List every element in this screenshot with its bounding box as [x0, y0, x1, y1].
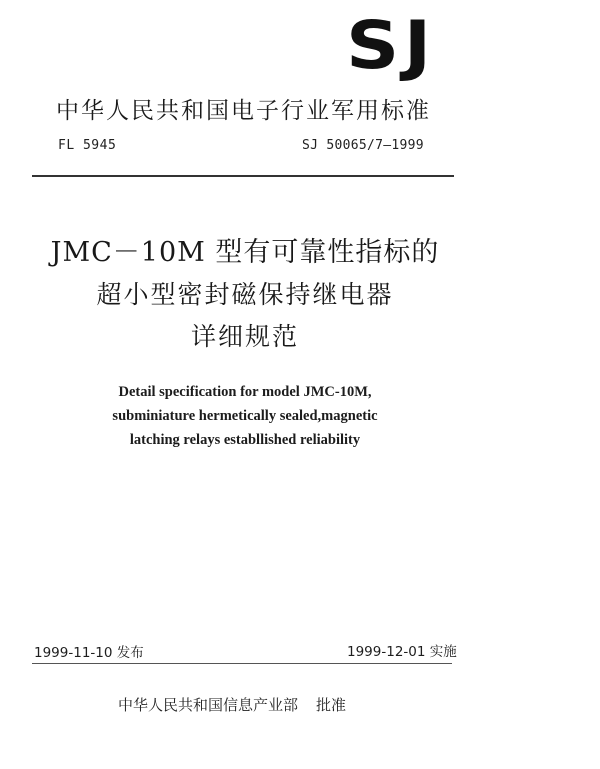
approval-word: 批准: [316, 696, 347, 714]
sj-logo: SJ: [346, 7, 436, 84]
approval-line: [118, 694, 346, 715]
standard-number: SJ 50065/7—1999: [302, 138, 424, 153]
standard-name: 中华人民共和国电子行业军用标准: [56, 98, 431, 124]
approving-authority: 中华人民共和国信息产业部: [118, 696, 299, 714]
title-line-2: 超小型密封磁保持继电器: [96, 280, 394, 309]
implementation-date: 1999-12-01 实施: [347, 644, 457, 660]
issue-date: 1999-11-10 发布: [34, 645, 144, 661]
chinese-title: [0, 232, 490, 358]
title-line-3: 详细规范: [190, 322, 299, 351]
footer-divider: [32, 663, 452, 664]
title-line-1: JMC－10M 型有可靠性指标的: [50, 237, 440, 268]
english-title: [0, 380, 490, 452]
header-divider: [32, 175, 454, 177]
english-title-line-1: Detail specification for model JMC-10M,: [118, 384, 372, 400]
english-title-line-3: latching relays establlished reliability: [129, 432, 361, 448]
classification-code: FL 5945: [58, 138, 117, 153]
english-title-line-2: subminiature hermetically sealed,magnetic: [112, 408, 378, 424]
